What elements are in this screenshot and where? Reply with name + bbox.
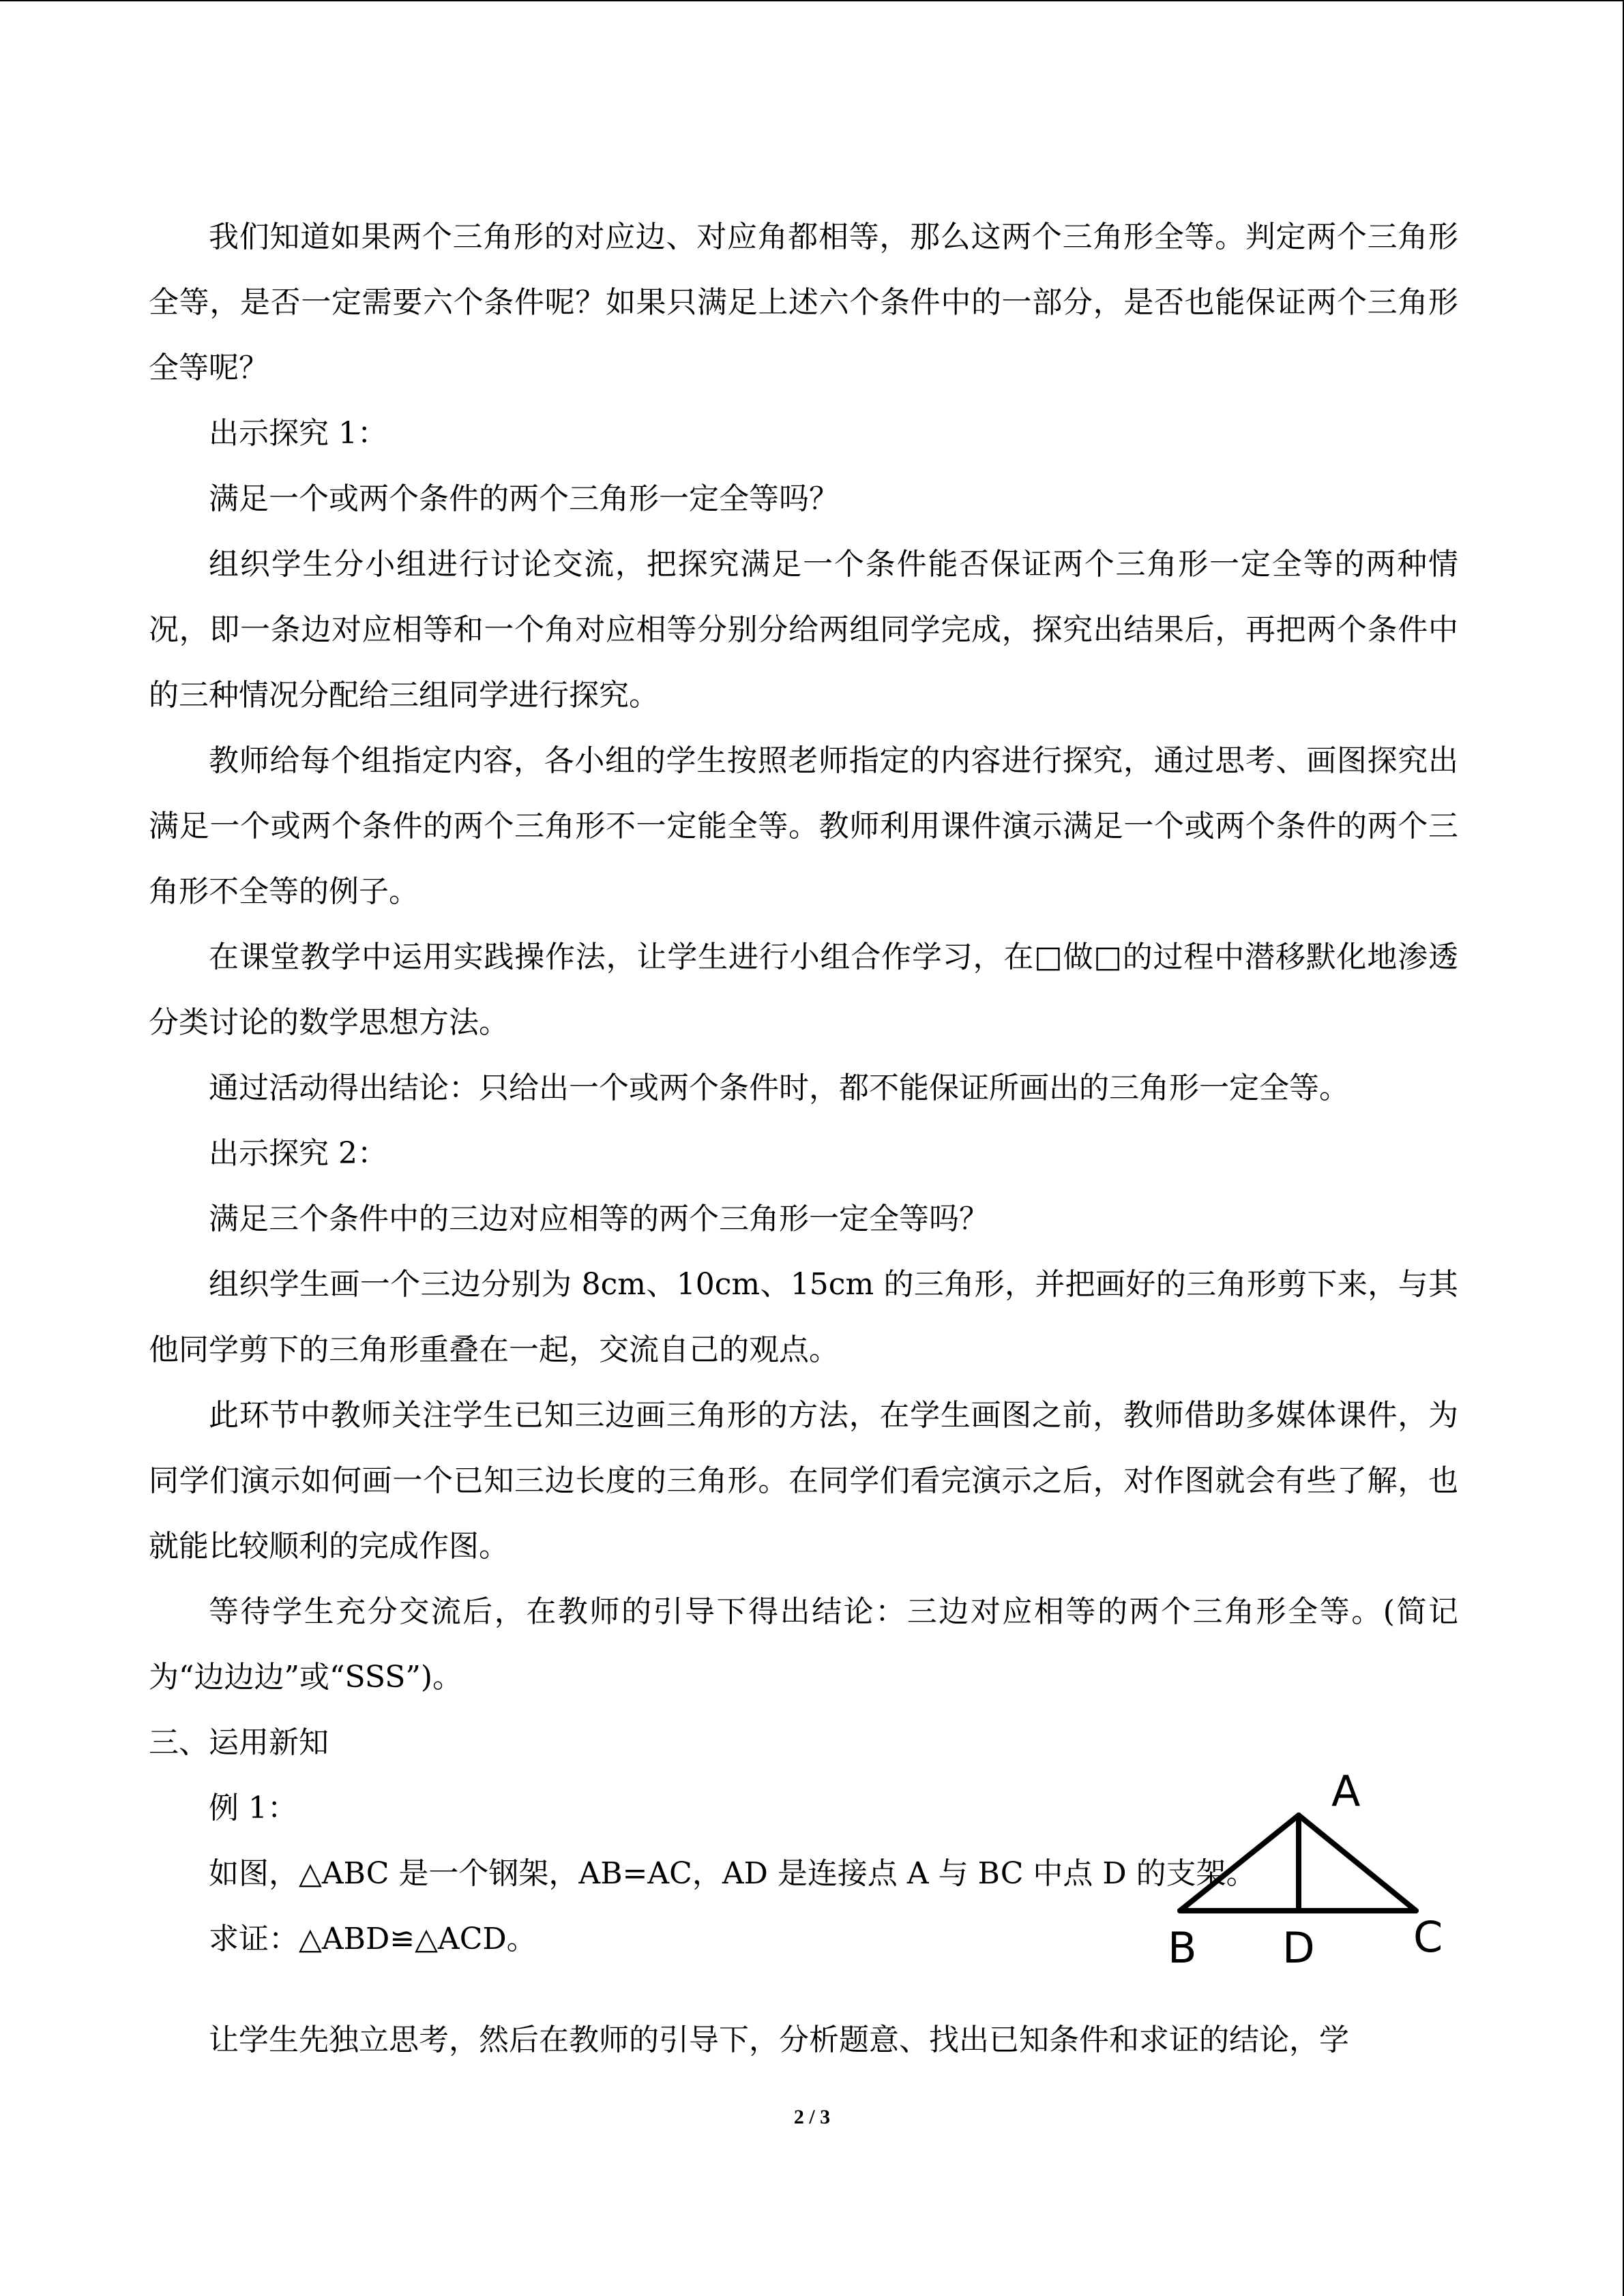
paragraph-teacher-assignment: 教师给每个组指定内容，各小组的学生按照老师指定的内容进行探究，通过思考、画图探究出满足一个或两个条件的两个三角形不一定能全等。教师利用课件演示满足一个或两个条件的两个三角形不全等的例子。	[149, 743, 1458, 909]
paragraph-explore-1-question: 满足一个或两个条件的两个三角形一定全等吗？	[209, 481, 839, 516]
paragraph-independent-thinking: 让学生先独立思考，然后在教师的引导下，分析题意、找出已知条件和求证的结论，学	[209, 2023, 1349, 2057]
paragraph-draw-triangle: 组织学生画一个三边分别为 8cm、10cm、15cm 的三角形，并把画好的三角形剪下来，与其他同学剪下的三角形重叠在一起，交流自己的观点。	[149, 1267, 1458, 1367]
label-d: D	[1282, 1923, 1315, 1971]
paragraph-example-1-heading: 例 1：	[209, 1791, 297, 1825]
paragraph-intro: 我们知道如果两个三角形的对应边、对应角都相等，那么这两个三角形全等。判定两个三角形全等，是否一定需要六个条件呢？如果只满足上述六个条件中的一部分，是否也能保证两个三角形全等呢？	[149, 220, 1458, 385]
paragraph-teacher-demo: 此环节中教师关注学生已知三边画三角形的方法，在学生画图之前，教师借助多媒体课件，为同学们演示如何画一个已知三边长度的三角形。在同学们看完演示之后，对作图就会有些了解，也就能比较顺利的完成作图。	[149, 1398, 1458, 1564]
label-b: B	[1168, 1923, 1197, 1971]
paragraph-conclusion-1: 通过活动得出结论：只给出一个或两个条件时，都不能保证所画出的三角形一定全等。	[209, 1071, 1349, 1105]
segment-ac	[1299, 1815, 1416, 1911]
label-c: C	[1413, 1912, 1443, 1962]
paragraph-group-discussion: 组织学生分小组进行讨论交流，把探究满足一个条件能否保证两个三角形一定全等的两种情况，即一条边对应相等和一个角对应相等分别分给两组同学完成，探究出结果后，再把两个条件中的三种情况分配给三组同学进行探究。	[149, 547, 1458, 713]
section-heading-apply: 三、运用新知	[149, 1725, 329, 1760]
paragraph-sss-conclusion: 等待学生充分交流后，在教师的引导下得出结论：三边对应相等的两个三角形全等。(简记为“边边边”或“SSS”)。	[149, 1594, 1458, 1695]
paragraph-explore-2-question: 满足三个条件中的三边对应相等的两个三角形一定全等吗？	[209, 1202, 989, 1236]
triangle-figure	[1160, 1766, 1460, 1971]
paragraph-example-1-statement: 如图，△ABC 是一个钢架，AB=AC，AD 是连接点 A 与 BC 中点 D 的支架。	[209, 1856, 1256, 1891]
segment-ab	[1180, 1815, 1299, 1911]
document-body-continued	[149, 2008, 1458, 2073]
page-number: 2 / 3	[793, 2106, 831, 2128]
paragraph-practice-method: 在课堂教学中运用实践操作法，让学生进行小组合作学习，在□做□的过程中潜移默化地渗透分类讨论的数学思想方法。	[149, 940, 1458, 1040]
document-body	[149, 205, 1458, 1972]
paragraph-example-1-prove: 求证：△ABD≌△ACD。	[209, 1922, 537, 1956]
label-a: A	[1331, 1766, 1361, 1816]
paragraph-explore-2-heading: 出示探究 2：	[209, 1136, 387, 1171]
paragraph-explore-1-heading: 出示探究 1：	[209, 416, 387, 451]
